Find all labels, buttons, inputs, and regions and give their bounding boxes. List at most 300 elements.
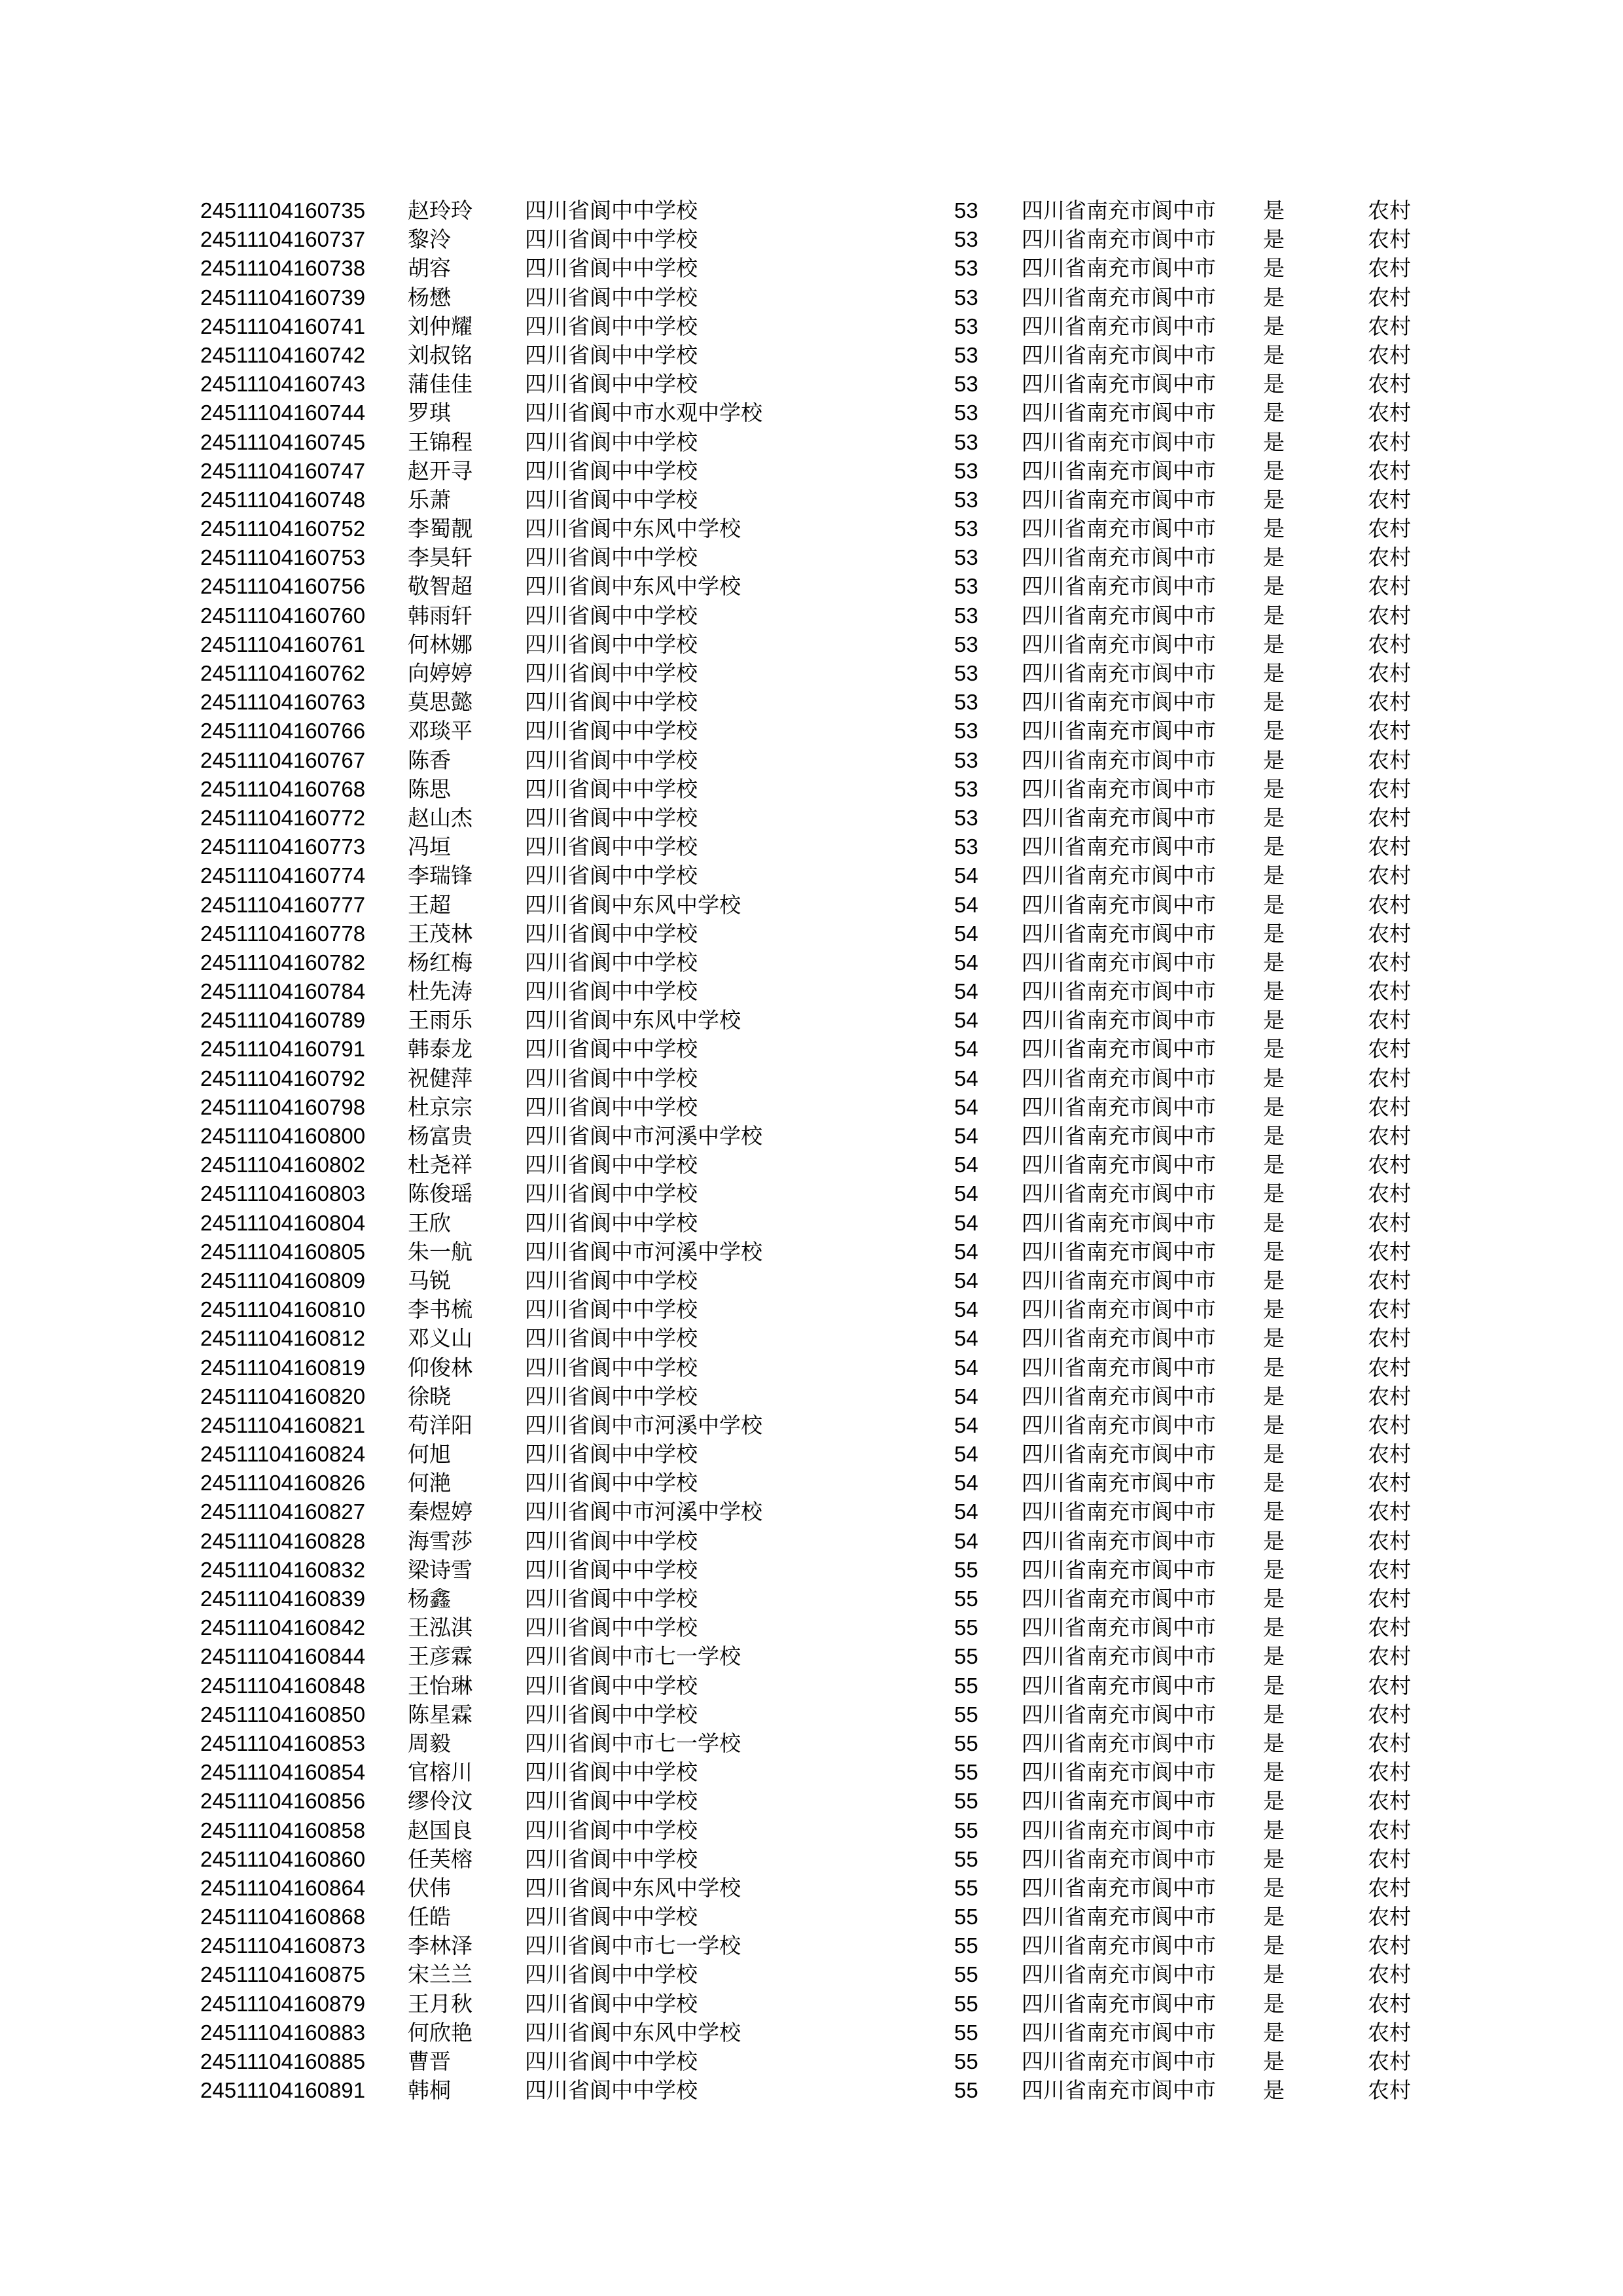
student-name-cell: 向婷婷 bbox=[408, 660, 473, 686]
score-cell: 53 bbox=[954, 545, 978, 570]
table-row bbox=[0, 948, 1623, 977]
student-name-cell: 海雪莎 bbox=[408, 1528, 473, 1554]
student-name-cell: 马锐 bbox=[408, 1267, 451, 1293]
score-cell: 54 bbox=[954, 1008, 978, 1033]
household-type-cell: 农村 bbox=[1368, 1643, 1411, 1670]
score-cell: 55 bbox=[954, 1846, 978, 1871]
flag-cell: 是 bbox=[1263, 689, 1285, 715]
exam-number-cell: 24511104160848 bbox=[200, 1673, 366, 1698]
table-row bbox=[0, 688, 1623, 717]
region-cell: 四川省南充市阆中市 bbox=[1022, 1094, 1216, 1120]
exam-number-cell: 24511104160778 bbox=[200, 921, 366, 946]
flag-cell: 是 bbox=[1263, 429, 1285, 455]
household-type-cell: 农村 bbox=[1368, 920, 1411, 946]
score-cell: 53 bbox=[954, 285, 978, 310]
score-cell: 53 bbox=[954, 661, 978, 685]
household-type-cell: 农村 bbox=[1368, 400, 1411, 426]
exam-number-cell: 24511104160824 bbox=[200, 1442, 366, 1467]
region-cell: 四川省南充市阆中市 bbox=[1022, 978, 1216, 1005]
exam-number-cell: 24511104160819 bbox=[200, 1355, 366, 1380]
student-name-cell: 周毅 bbox=[408, 1730, 451, 1756]
school-cell: 四川省阆中中学校 bbox=[525, 1210, 698, 1236]
household-type-cell: 农村 bbox=[1368, 1874, 1411, 1901]
score-cell: 53 bbox=[954, 574, 978, 599]
exam-number-cell: 24511104160827 bbox=[200, 1499, 366, 1524]
flag-cell: 是 bbox=[1263, 949, 1285, 975]
flag-cell: 是 bbox=[1263, 920, 1285, 946]
exam-number-cell: 24511104160743 bbox=[200, 372, 366, 397]
region-cell: 四川省南充市阆中市 bbox=[1022, 1643, 1216, 1670]
score-cell: 54 bbox=[954, 950, 978, 975]
exam-number-cell: 24511104160805 bbox=[200, 1239, 366, 1264]
household-type-cell: 农村 bbox=[1368, 1065, 1411, 1091]
score-cell: 53 bbox=[954, 198, 978, 223]
school-cell: 四川省阆中中学校 bbox=[525, 2077, 698, 2104]
household-type-cell: 农村 bbox=[1368, 689, 1411, 715]
score-cell: 53 bbox=[954, 458, 978, 483]
flag-cell: 是 bbox=[1263, 978, 1285, 1005]
score-cell: 54 bbox=[954, 1528, 978, 1553]
region-cell: 四川省南充市阆中市 bbox=[1022, 1672, 1216, 1698]
region-cell: 四川省南充市阆中市 bbox=[1022, 400, 1216, 426]
flag-cell: 是 bbox=[1263, 1065, 1285, 1091]
table-row bbox=[0, 1642, 1623, 1671]
region-cell: 四川省南充市阆中市 bbox=[1022, 545, 1216, 571]
region-cell: 四川省南充市阆中市 bbox=[1022, 660, 1216, 686]
student-name-cell: 王超 bbox=[408, 891, 451, 918]
table-row bbox=[0, 891, 1623, 920]
student-name-cell: 王怡琳 bbox=[408, 1672, 473, 1698]
flag-cell: 是 bbox=[1263, 255, 1285, 281]
school-cell: 四川省阆中中学校 bbox=[525, 545, 698, 571]
flag-cell: 是 bbox=[1263, 1123, 1285, 1149]
score-cell: 53 bbox=[954, 603, 978, 628]
exam-number-cell: 24511104160810 bbox=[200, 1297, 366, 1322]
score-cell: 54 bbox=[954, 1124, 978, 1148]
score-cell: 55 bbox=[954, 1731, 978, 1755]
household-type-cell: 农村 bbox=[1368, 1238, 1411, 1265]
score-cell: 53 bbox=[954, 632, 978, 656]
region-cell: 四川省南充市阆中市 bbox=[1022, 1210, 1216, 1236]
region-cell: 四川省南充市阆中市 bbox=[1022, 863, 1216, 889]
exam-number-cell: 24511104160735 bbox=[200, 198, 366, 223]
school-cell: 四川省阆中中学校 bbox=[525, 1152, 698, 1178]
student-name-cell: 邓琰平 bbox=[408, 718, 473, 744]
region-cell: 四川省南充市阆中市 bbox=[1022, 429, 1216, 455]
exam-number-cell: 24511104160828 bbox=[200, 1528, 366, 1553]
region-cell: 四川省南充市阆中市 bbox=[1022, 1701, 1216, 1727]
table-row bbox=[0, 1787, 1623, 1816]
student-name-cell: 祝健萍 bbox=[408, 1065, 473, 1091]
score-cell: 54 bbox=[954, 1442, 978, 1467]
region-cell: 四川省南充市阆中市 bbox=[1022, 284, 1216, 310]
region-cell: 四川省南充市阆中市 bbox=[1022, 226, 1216, 253]
student-name-cell: 罗琪 bbox=[408, 400, 451, 426]
school-cell: 四川省阆中中学校 bbox=[525, 1759, 698, 1785]
school-cell: 四川省阆中市河溪中学校 bbox=[525, 1499, 762, 1525]
school-cell: 四川省阆中中学校 bbox=[525, 1701, 698, 1727]
household-type-cell: 农村 bbox=[1368, 1759, 1411, 1785]
table-row bbox=[0, 2018, 1623, 2047]
table-row bbox=[0, 1990, 1623, 2018]
score-cell: 54 bbox=[954, 1297, 978, 1322]
table-row bbox=[0, 283, 1623, 312]
flag-cell: 是 bbox=[1263, 1528, 1285, 1554]
household-type-cell: 农村 bbox=[1368, 226, 1411, 253]
student-name-cell: 赵开寻 bbox=[408, 457, 473, 484]
school-cell: 四川省阆中中学校 bbox=[525, 920, 698, 946]
student-name-cell: 蒲佳佳 bbox=[408, 371, 473, 397]
school-cell: 四川省阆中中学校 bbox=[525, 486, 698, 512]
school-cell: 四川省阆中中学校 bbox=[525, 313, 698, 339]
school-cell: 四川省阆中中学校 bbox=[525, 1962, 698, 1988]
household-type-cell: 农村 bbox=[1368, 1383, 1411, 1409]
flag-cell: 是 bbox=[1263, 400, 1285, 426]
region-cell: 四川省南充市阆中市 bbox=[1022, 602, 1216, 628]
exam-number-cell: 24511104160791 bbox=[200, 1037, 366, 1062]
flag-cell: 是 bbox=[1263, 516, 1285, 542]
score-cell: 54 bbox=[954, 1094, 978, 1119]
flag-cell: 是 bbox=[1263, 863, 1285, 889]
household-type-cell: 农村 bbox=[1368, 631, 1411, 657]
student-name-cell: 冯垣 bbox=[408, 834, 451, 860]
school-cell: 四川省阆中市河溪中学校 bbox=[525, 1123, 762, 1149]
exam-number-cell: 24511104160784 bbox=[200, 979, 366, 1004]
table-row bbox=[0, 1700, 1623, 1729]
exam-number-cell: 24511104160763 bbox=[200, 690, 366, 715]
school-cell: 四川省阆中中学校 bbox=[525, 1586, 698, 1611]
school-cell: 四川省阆中中学校 bbox=[525, 660, 698, 686]
region-cell: 四川省南充市阆中市 bbox=[1022, 1181, 1216, 1207]
school-cell: 四川省阆中中学校 bbox=[525, 1181, 698, 1207]
exam-number-cell: 24511104160777 bbox=[200, 892, 366, 917]
exam-number-cell: 24511104160798 bbox=[200, 1094, 366, 1119]
score-cell: 54 bbox=[954, 1153, 978, 1177]
table-row bbox=[0, 1324, 1623, 1353]
household-type-cell: 农村 bbox=[1368, 1354, 1411, 1380]
region-cell: 四川省南充市阆中市 bbox=[1022, 1817, 1216, 1843]
flag-cell: 是 bbox=[1263, 457, 1285, 484]
flag-cell: 是 bbox=[1263, 1962, 1285, 1988]
school-cell: 四川省阆中中学校 bbox=[525, 1383, 698, 1409]
score-cell: 54 bbox=[954, 863, 978, 888]
exam-number-cell: 24511104160792 bbox=[200, 1066, 366, 1090]
student-name-cell: 杜先涛 bbox=[408, 978, 473, 1005]
table-row bbox=[0, 1035, 1623, 1064]
table-row bbox=[0, 2047, 1623, 2076]
exam-number-cell: 24511104160756 bbox=[200, 574, 366, 599]
student-name-cell: 杨红梅 bbox=[408, 949, 473, 975]
table-row bbox=[0, 804, 1623, 833]
score-cell: 54 bbox=[954, 1326, 978, 1351]
exam-number-cell: 24511104160820 bbox=[200, 1384, 366, 1408]
student-name-cell: 李蜀靓 bbox=[408, 516, 473, 542]
exam-number-cell: 24511104160767 bbox=[200, 747, 366, 772]
exam-number-cell: 24511104160745 bbox=[200, 429, 366, 454]
student-name-cell: 陈俊瑶 bbox=[408, 1181, 473, 1207]
household-type-cell: 农村 bbox=[1368, 284, 1411, 310]
region-cell: 四川省南充市阆中市 bbox=[1022, 891, 1216, 918]
table-row bbox=[0, 1295, 1623, 1324]
flag-cell: 是 bbox=[1263, 2049, 1285, 2074]
table-row bbox=[0, 1960, 1623, 1989]
exam-number-cell: 24511104160839 bbox=[200, 1587, 366, 1611]
exam-number-cell: 24511104160883 bbox=[200, 2020, 366, 2045]
flag-cell: 是 bbox=[1263, 1499, 1285, 1525]
flag-cell: 是 bbox=[1263, 1846, 1285, 1872]
region-cell: 四川省南充市阆中市 bbox=[1022, 1528, 1216, 1554]
household-type-cell: 农村 bbox=[1368, 255, 1411, 281]
household-type-cell: 农村 bbox=[1368, 1672, 1411, 1698]
score-cell: 55 bbox=[954, 1933, 978, 1958]
flag-cell: 是 bbox=[1263, 1267, 1285, 1293]
exam-number-cell: 24511104160856 bbox=[200, 1789, 366, 1814]
flag-cell: 是 bbox=[1263, 226, 1285, 253]
flag-cell: 是 bbox=[1263, 573, 1285, 600]
school-cell: 四川省阆中中学校 bbox=[525, 1615, 698, 1641]
flag-cell: 是 bbox=[1263, 1238, 1285, 1265]
table-row bbox=[0, 1209, 1623, 1238]
region-cell: 四川省南充市阆中市 bbox=[1022, 1036, 1216, 1062]
table-row bbox=[0, 1469, 1623, 1498]
student-name-cell: 乐萧 bbox=[408, 486, 451, 512]
score-cell: 53 bbox=[954, 487, 978, 512]
household-type-cell: 农村 bbox=[1368, 1123, 1411, 1149]
school-cell: 四川省阆中中学校 bbox=[525, 226, 698, 253]
flag-cell: 是 bbox=[1263, 776, 1285, 802]
household-type-cell: 农村 bbox=[1368, 1007, 1411, 1033]
student-name-cell: 王彦霖 bbox=[408, 1643, 473, 1670]
student-name-cell: 缪伶汶 bbox=[408, 1788, 473, 1814]
household-type-cell: 农村 bbox=[1368, 718, 1411, 744]
student-name-cell: 赵山杰 bbox=[408, 804, 473, 831]
student-name-cell: 秦煜婷 bbox=[408, 1499, 473, 1525]
school-cell: 四川省阆中中学校 bbox=[525, 689, 698, 715]
school-cell: 四川省阆中东风中学校 bbox=[525, 1874, 741, 1901]
household-type-cell: 农村 bbox=[1368, 891, 1411, 918]
exam-number-cell: 24511104160760 bbox=[200, 603, 366, 628]
table-row bbox=[0, 514, 1623, 543]
table-row bbox=[0, 196, 1623, 225]
flag-cell: 是 bbox=[1263, 1990, 1285, 2017]
table-row bbox=[0, 1556, 1623, 1585]
table-row bbox=[0, 1672, 1623, 1700]
student-name-cell: 杨富贵 bbox=[408, 1123, 473, 1149]
flag-cell: 是 bbox=[1263, 486, 1285, 512]
household-type-cell: 农村 bbox=[1368, 1817, 1411, 1843]
region-cell: 四川省南充市阆中市 bbox=[1022, 342, 1216, 368]
student-name-cell: 何旭 bbox=[408, 1441, 451, 1467]
score-cell: 53 bbox=[954, 516, 978, 541]
school-cell: 四川省阆中中学校 bbox=[525, 1846, 698, 1872]
table-row bbox=[0, 1122, 1623, 1151]
score-cell: 55 bbox=[954, 1673, 978, 1698]
score-cell: 53 bbox=[954, 401, 978, 425]
table-row bbox=[0, 1266, 1623, 1295]
exam-number-cell: 24511104160789 bbox=[200, 1008, 366, 1033]
score-cell: 55 bbox=[954, 1991, 978, 2016]
score-cell: 55 bbox=[954, 1760, 978, 1785]
table-row bbox=[0, 1931, 1623, 1960]
region-cell: 四川省南充市阆中市 bbox=[1022, 1065, 1216, 1091]
household-type-cell: 农村 bbox=[1368, 1325, 1411, 1352]
flag-cell: 是 bbox=[1263, 834, 1285, 860]
student-name-cell: 王雨乐 bbox=[408, 1007, 473, 1033]
exam-number-cell: 24511104160860 bbox=[200, 1846, 366, 1871]
score-cell: 55 bbox=[954, 2049, 978, 2073]
household-type-cell: 农村 bbox=[1368, 1615, 1411, 1641]
region-cell: 四川省南充市阆中市 bbox=[1022, 747, 1216, 773]
score-cell: 55 bbox=[954, 2078, 978, 2103]
table-row bbox=[0, 717, 1623, 745]
score-cell: 53 bbox=[954, 834, 978, 859]
flag-cell: 是 bbox=[1263, 1210, 1285, 1236]
student-name-cell: 李昊轩 bbox=[408, 545, 473, 571]
flag-cell: 是 bbox=[1263, 1672, 1285, 1698]
household-type-cell: 农村 bbox=[1368, 949, 1411, 975]
score-cell: 53 bbox=[954, 719, 978, 744]
exam-number-cell: 24511104160772 bbox=[200, 805, 366, 830]
school-cell: 四川省阆中中学校 bbox=[525, 718, 698, 744]
exam-number-cell: 24511104160844 bbox=[200, 1644, 366, 1669]
household-type-cell: 农村 bbox=[1368, 1904, 1411, 1930]
student-name-cell: 韩雨轩 bbox=[408, 602, 473, 628]
table-row bbox=[0, 1585, 1623, 1613]
household-type-cell: 农村 bbox=[1368, 1730, 1411, 1756]
school-cell: 四川省阆中东风中学校 bbox=[525, 516, 741, 542]
region-cell: 四川省南充市阆中市 bbox=[1022, 1846, 1216, 1872]
flag-cell: 是 bbox=[1263, 1874, 1285, 1901]
exam-number-cell: 24511104160853 bbox=[200, 1731, 366, 1755]
school-cell: 四川省阆中中学校 bbox=[525, 776, 698, 802]
household-type-cell: 农村 bbox=[1368, 2049, 1411, 2074]
household-type-cell: 农村 bbox=[1368, 1846, 1411, 1872]
region-cell: 四川省南充市阆中市 bbox=[1022, 1788, 1216, 1814]
region-cell: 四川省南充市阆中市 bbox=[1022, 949, 1216, 975]
region-cell: 四川省南充市阆中市 bbox=[1022, 1730, 1216, 1756]
exam-number-cell: 24511104160812 bbox=[200, 1326, 366, 1351]
household-type-cell: 农村 bbox=[1368, 371, 1411, 397]
flag-cell: 是 bbox=[1263, 804, 1285, 831]
table-row bbox=[0, 1093, 1623, 1122]
exam-number-cell: 24511104160747 bbox=[200, 458, 366, 483]
score-cell: 55 bbox=[954, 1818, 978, 1842]
student-name-cell: 王欣 bbox=[408, 1210, 451, 1236]
school-cell: 四川省阆中中学校 bbox=[525, 1441, 698, 1467]
household-type-cell: 农村 bbox=[1368, 516, 1411, 542]
student-name-cell: 苟洋阳 bbox=[408, 1412, 473, 1438]
household-type-cell: 农村 bbox=[1368, 1036, 1411, 1062]
flag-cell: 是 bbox=[1263, 1412, 1285, 1438]
household-type-cell: 农村 bbox=[1368, 804, 1411, 831]
student-name-cell: 李林泽 bbox=[408, 1933, 473, 1959]
household-type-cell: 农村 bbox=[1368, 313, 1411, 339]
flag-cell: 是 bbox=[1263, 631, 1285, 657]
region-cell: 四川省南充市阆中市 bbox=[1022, 1354, 1216, 1380]
region-cell: 四川省南充市阆中市 bbox=[1022, 371, 1216, 397]
household-type-cell: 农村 bbox=[1368, 776, 1411, 802]
school-cell: 四川省阆中中学校 bbox=[525, 1528, 698, 1554]
region-cell: 四川省南充市阆中市 bbox=[1022, 1874, 1216, 1901]
flag-cell: 是 bbox=[1263, 891, 1285, 918]
student-name-cell: 仰俊林 bbox=[408, 1354, 473, 1380]
student-name-cell: 陈星霖 bbox=[408, 1701, 473, 1727]
region-cell: 四川省南充市阆中市 bbox=[1022, 2077, 1216, 2104]
table-row bbox=[0, 1179, 1623, 1208]
table-row bbox=[0, 1238, 1623, 1266]
flag-cell: 是 bbox=[1263, 1383, 1285, 1409]
region-cell: 四川省南充市阆中市 bbox=[1022, 1556, 1216, 1583]
exam-number-cell: 24511104160864 bbox=[200, 1875, 366, 1900]
score-cell: 54 bbox=[954, 1066, 978, 1090]
exam-number-cell: 24511104160766 bbox=[200, 719, 366, 744]
school-cell: 四川省阆中中学校 bbox=[525, 1094, 698, 1120]
school-cell: 四川省阆中市七一学校 bbox=[525, 1730, 741, 1756]
exam-number-cell: 24511104160802 bbox=[200, 1153, 366, 1177]
table-row bbox=[0, 659, 1623, 688]
school-cell: 四川省阆中中学校 bbox=[525, 1297, 698, 1323]
student-name-cell: 黎泠 bbox=[408, 226, 451, 253]
exam-number-cell: 24511104160761 bbox=[200, 632, 366, 656]
school-cell: 四川省阆中中学校 bbox=[525, 429, 698, 455]
household-type-cell: 农村 bbox=[1368, 1586, 1411, 1611]
student-name-cell: 梁诗雪 bbox=[408, 1556, 473, 1583]
household-type-cell: 农村 bbox=[1368, 1990, 1411, 2017]
student-name-cell: 宋兰兰 bbox=[408, 1962, 473, 1988]
region-cell: 四川省南充市阆中市 bbox=[1022, 1123, 1216, 1149]
household-type-cell: 农村 bbox=[1368, 1412, 1411, 1438]
household-type-cell: 农村 bbox=[1368, 342, 1411, 368]
table-row bbox=[0, 1845, 1623, 1874]
region-cell: 四川省南充市阆中市 bbox=[1022, 1325, 1216, 1352]
table-row bbox=[0, 341, 1623, 370]
student-name-cell: 任皓 bbox=[408, 1904, 451, 1930]
school-cell: 四川省阆中中学校 bbox=[525, 1817, 698, 1843]
exam-number-cell: 24511104160858 bbox=[200, 1818, 366, 1842]
score-cell: 55 bbox=[954, 1962, 978, 1987]
household-type-cell: 农村 bbox=[1368, 978, 1411, 1005]
flag-cell: 是 bbox=[1263, 1933, 1285, 1959]
exam-number-cell: 24511104160873 bbox=[200, 1933, 366, 1958]
table-row bbox=[0, 1498, 1623, 1526]
exam-number-cell: 24511104160809 bbox=[200, 1268, 366, 1293]
household-type-cell: 农村 bbox=[1368, 1267, 1411, 1293]
school-cell: 四川省阆中中学校 bbox=[525, 2049, 698, 2074]
score-cell: 53 bbox=[954, 314, 978, 338]
household-type-cell: 农村 bbox=[1368, 2019, 1411, 2045]
region-cell: 四川省南充市阆中市 bbox=[1022, 486, 1216, 512]
exam-number-cell: 24511104160748 bbox=[200, 487, 366, 512]
flag-cell: 是 bbox=[1263, 1788, 1285, 1814]
student-name-cell: 赵国良 bbox=[408, 1817, 473, 1843]
school-cell: 四川省阆中中学校 bbox=[525, 371, 698, 397]
flag-cell: 是 bbox=[1263, 1904, 1285, 1930]
region-cell: 四川省南充市阆中市 bbox=[1022, 457, 1216, 484]
table-row bbox=[0, 1613, 1623, 1642]
region-cell: 四川省南充市阆中市 bbox=[1022, 255, 1216, 281]
flag-cell: 是 bbox=[1263, 1643, 1285, 1670]
flag-cell: 是 bbox=[1263, 1181, 1285, 1207]
exam-number-cell: 24511104160800 bbox=[200, 1124, 366, 1148]
school-cell: 四川省阆中中学校 bbox=[525, 1036, 698, 1062]
table-row bbox=[0, 1758, 1623, 1787]
student-name-cell: 王茂林 bbox=[408, 920, 473, 946]
score-cell: 55 bbox=[954, 1587, 978, 1611]
region-cell: 四川省南充市阆中市 bbox=[1022, 1383, 1216, 1409]
exam-number-cell: 24511104160868 bbox=[200, 1905, 366, 1929]
region-cell: 四川省南充市阆中市 bbox=[1022, 573, 1216, 600]
exam-number-cell: 24511104160773 bbox=[200, 834, 366, 859]
